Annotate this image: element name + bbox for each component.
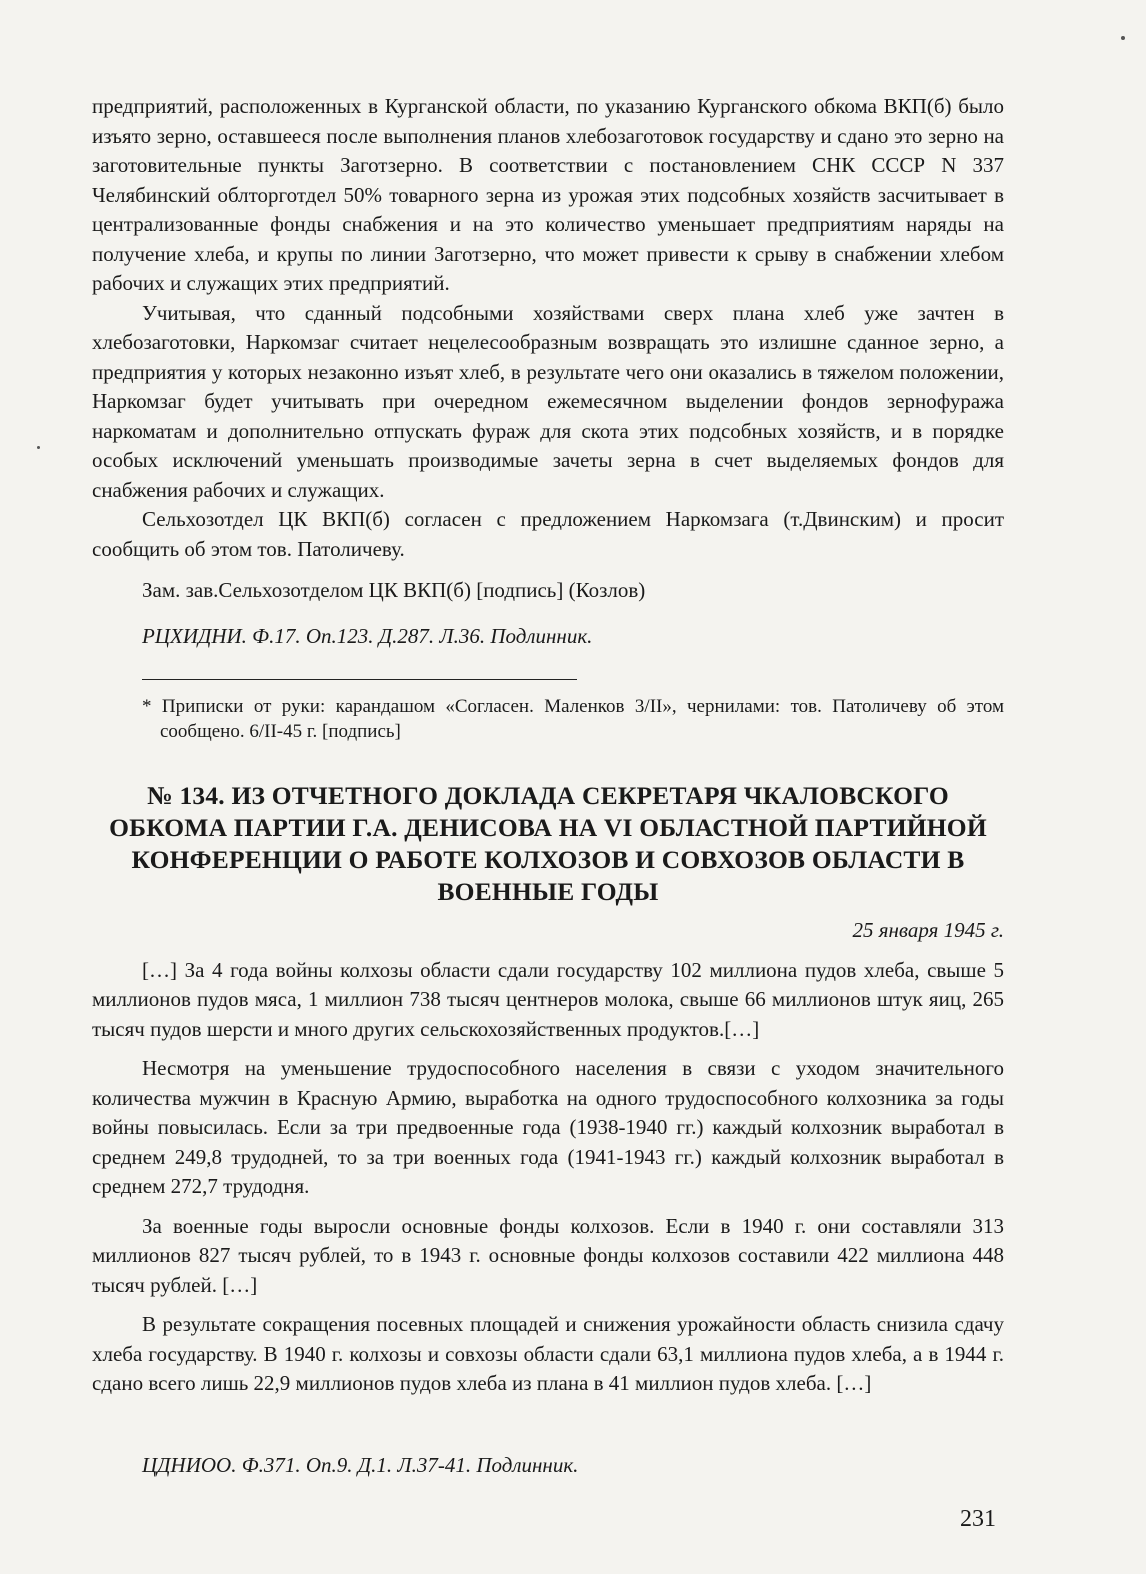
- text-paragraph: […] За 4 года войны колхозы области сдали государству 102 миллиона пудов хлеба, свыше 5 миллионов пудов мяса, 1 миллион 738 тысяч центнеров молока, свыше 66 миллионов штук яиц, 265 тысяч пудов шерсти и много других сельскохозяйственных продуктов.[…]: [92, 957, 1004, 1041]
- archive-source: РЦХИДНИ. Ф.17. Оп.123. Д.287. Л.36. Подлинник.: [142, 623, 593, 648]
- document-title: № 134. ИЗ ОТЧЕТНОГО ДОКЛАДА СЕКРЕТАРЯ ЧКАЛОВСКОГО ОБКОМА ПАРТИИ Г.А. ДЕНИСОВА НА VI ОБЛАСТНОЙ ПАРТИЙНОЙ КОНФЕРЕНЦИИ О РАБОТЕ КОЛХОЗОВ И СОВХОЗОВ ОБЛАСТИ В ВОЕННЫЕ ГОДЫ: [109, 781, 987, 906]
- footnote: [92, 694, 1004, 744]
- text-paragraph: В результате сокращения посевных площадей и снижения урожайности область снизила сдачу хлеба государству. В 1940 г. колхозы и совхозы области сдали 63,1 миллиона пудов хлеба, а в 1944 г. сдано всего лишь 22,9 миллионов пудов хлеба из плана в 41 миллион пудов хлеба. […]: [92, 1312, 1004, 1395]
- text-paragraph: Учитывая, что сданный подсобными хозяйствами сверх плана хлеб уже зачтен в хлебозаготовки, Наркомзаг считает нецелесообразным возвращать это излишне сданное зерно, а предприятия у которых незаконно изъят хлеб, в результате чего они оказались в тяжелом положении, Наркомзаг будет учитывать при очередном ежемесячном выделении фондов зернофуража наркоматам и дополнительно отпускать фураж для скота этих подсобных хозяйств, и в порядке особых исключений уменьшать производимые зачеты зерна в счет выделяемых фондов для снабжения рабочих и служащих.: [92, 300, 1004, 502]
- scan-speck: [37, 446, 40, 449]
- book-page: [92, 92, 1004, 1480]
- footnote-marker: *: [142, 696, 152, 717]
- page-number: 231: [960, 1506, 996, 1532]
- text-paragraph: Несмотря на уменьшение трудоспособного населения в связи с уходом значительного количества мужчин в Красную Армию, выработка на одного трудоспособного колхозника за годы войны повысилась. Если за три предвоенные года (1938-1940 гг.) каждый колхозник выработал в среднем 249,8 трудодней, то за три военных года (1941-1943 гг.) каждый колхозник выработал в среднем 272,7 трудодня.: [92, 1056, 1004, 1198]
- text-paragraph: За военные годы выросли основные фонды колхозов. Если в 1940 г. они составляли 313 миллионов 827 тысяч рублей, то в 1943 г. основные фонды колхозов составили 422 миллиона 448 тысяч рублей. […]: [92, 1213, 1004, 1297]
- footnote-text: Приписки от руки: карандашом «Согласен. Маленков 3/II», чернилами: тов. Патоличеву об этом сообщено. 6/II-45 г. [подпись]: [160, 696, 1005, 742]
- footnote-divider: [142, 679, 577, 680]
- scan-speck: [1121, 36, 1125, 40]
- signature-line: Зам. зав.Сельхозотделом ЦК ВКП(б) [подпись] (Козлов): [142, 578, 646, 602]
- text-paragraph: предприятий, расположенных в Курганской области, по указанию Курганского обкома ВКП(б) было изъято зерно, оставшееся после выполнения планов хлебозаготовок государству и сдано это зерно на заготовительные пункты Заготзерно. В соответствии с постановлением СНК СССР N 337 Челябинский облторготдел 50% товарного зерна из урожая этих подсобных хозяйств засчитывает в централизованные фонды снабжения и на это количество уменьшает предприятиям наряды на получение хлеба, и крупы по линии Заготзерно, что может привести к срыву в снабжении хлебом рабочих и служащих этих предприятий.: [92, 94, 1004, 295]
- text-paragraph: Сельхозотдел ЦК ВКП(б) согласен с предложением Наркомзага (т.Двинским) и просит сообщить об этом тов. Патоличеву.: [92, 507, 1004, 561]
- document-date: 25 января 1945 г.: [852, 918, 1004, 942]
- archive-source: ЦДНИОО. Ф.371. Оп.9. Д.1. Л.37-41. Подлинник.: [142, 1452, 579, 1477]
